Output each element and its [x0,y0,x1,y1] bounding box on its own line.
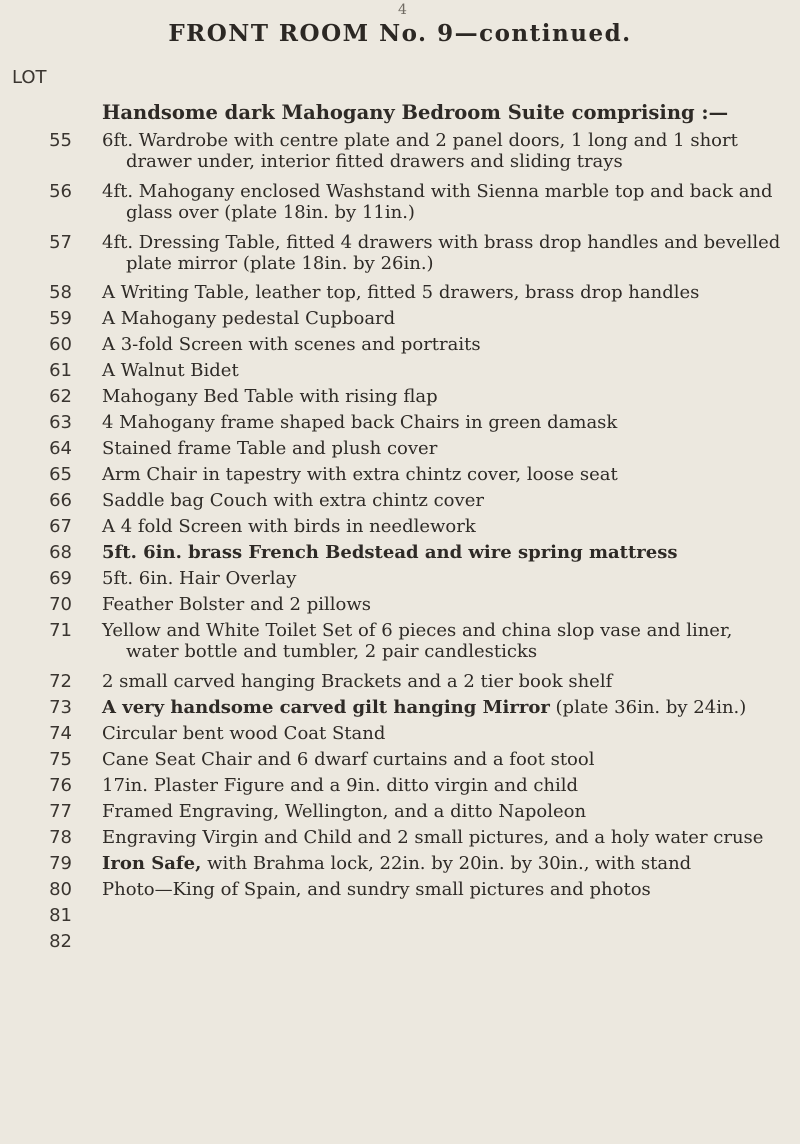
lot-description: Stained frame Table and plush cover [102,438,438,459]
page-number: 4 [398,2,407,18]
lot-description: Mahogany Bed Table with rising flap [102,386,438,407]
lot-description: Circular bent wood Coat Stand [102,723,386,744]
lot-number: 65 [49,464,72,485]
page-title: FRONT ROOM No. 9—continued. [168,20,632,47]
lot-description: Framed Engraving, Wellington, and a ditto Napoleon [102,801,587,822]
lot-description: Arm Chair in tapestry with extra chintz cover, loose seat [102,464,618,485]
lot-description: Iron Safe, with Brahma lock, 22in. by 20in. by 30in., with stand [102,853,692,874]
lot-description: 4ft. Mahogany enclosed Washstand with Sienna marble top and back and glass over (plate 18in. by 11in.) [102,181,773,223]
lot-description: Saddle bag Couch with extra chintz cover [102,490,484,511]
lot-description: 2 small carved hanging Brackets and a 2 tier book shelf [102,671,613,692]
lot-description: A 4 fold Screen with birds in needlework [102,516,476,537]
lot-description: Feather Bolster and 2 pillows [102,594,371,615]
lot-number: 64 [49,438,72,459]
lot-number: 57 [49,232,72,253]
lot-number: 75 [49,749,72,770]
lot-number: 58 [49,282,72,303]
suite-heading: Handsome dark Mahogany Bedroom Suite comprising :— [102,101,729,124]
lot-description: A very handsome carved gilt hanging Mirror (plate 36in. by 24in.) [102,697,747,718]
lot-description: 4 Mahogany frame shaped back Chairs in green damask [102,412,618,433]
lot-number: 72 [49,671,72,692]
lot-number: 59 [49,308,72,329]
lot-column-header: LOT [12,67,47,88]
lot-number: 73 [49,697,72,718]
lot-description: Engraving Virgin and Child and 2 small pictures, and a holy water cruse [102,827,764,848]
lot-number: 78 [49,827,72,848]
lot-description: Yellow and White Toilet Set of 6 pieces and china slop vase and liner, water bottle and tumbler, 2 pair candlesticks [102,620,733,662]
lot-number: 74 [49,723,72,744]
lot-description: Photo—King of Spain, and sundry small pictures and photos [102,879,651,900]
lot-number: 69 [49,568,72,589]
lot-number: 76 [49,775,72,796]
lot-description: A Writing Table, leather top, fitted 5 drawers, brass drop handles [102,282,700,303]
lot-number: 71 [49,620,72,641]
lot-description: A Walnut Bidet [102,360,239,381]
lot-description: 4ft. Dressing Table, fitted 4 drawers with brass drop handles and bevelled plate mirror (plate 18in. by 26in.) [102,232,781,274]
lot-description: 17in. Plaster Figure and a 9in. ditto virgin and child [102,775,579,796]
lot-description: 5ft. 6in. brass French Bedstead and wire spring mattress [102,542,678,563]
lot-number: 70 [49,594,72,615]
lot-number: 82 [49,931,72,952]
lot-number: 79 [49,853,72,874]
lot-description: Cane Seat Chair and 6 dwarf curtains and a foot stool [102,749,595,770]
lot-number: 67 [49,516,72,537]
lot-description: A Mahogany pedestal Cupboard [102,308,396,329]
lot-number: 68 [49,542,72,563]
lot-number: 80 [49,879,72,900]
lot-description: 5ft. 6in. Hair Overlay [102,568,297,589]
lot-description: A 3-fold Screen with scenes and portraits [102,334,481,355]
lot-number: 62 [49,386,72,407]
lot-number: 63 [49,412,72,433]
lot-number: 55 [49,130,72,151]
lot-number: 56 [49,181,72,202]
lot-number: 66 [49,490,72,511]
lot-description: 6ft. Wardrobe with centre plate and 2 panel doors, 1 long and 1 short drawer under, interior fitted drawers and sliding trays [102,130,738,172]
lot-number: 61 [49,360,72,381]
lot-number: 81 [49,905,72,926]
lot-number: 60 [49,334,72,355]
lot-number: 77 [49,801,72,822]
